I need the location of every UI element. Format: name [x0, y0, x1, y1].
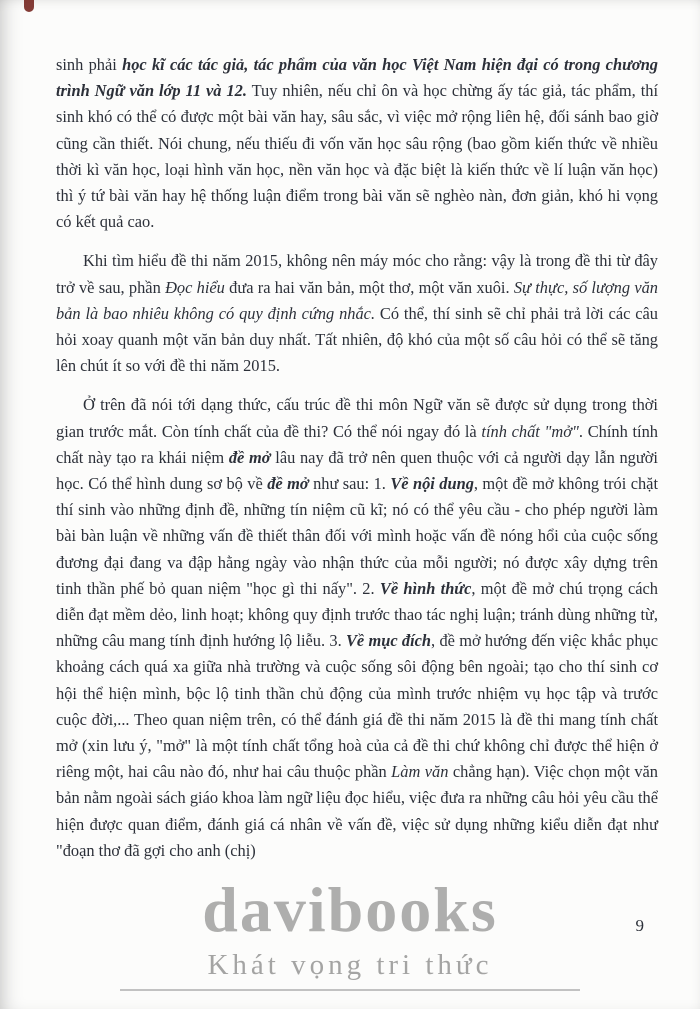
text-segment: đề mở [267, 474, 309, 494]
watermark-tagline: Khát vọng tri thức [207, 949, 493, 981]
watermark-brand: davibooks [202, 874, 498, 945]
text-segment: đề mở [228, 447, 271, 467]
text-segment: , một đề mở chú trọng cách diễn đạt mềm dẻo, linh hoạt; không quy định trước thao tác nghị luận; tránh dùng những từ, những câu mang tính định hướng lộ liễu. 3. [56, 578, 658, 651]
text-segment: Về mục đích [345, 631, 432, 651]
text-segment: Khi tìm hiểu đề thi năm 2015, không nên máy móc cho rằng: vậy là trong đề thi từ đây trở về sau, phần [56, 251, 658, 297]
text-segment: , một đề mở không trói chặt thí sinh vào những định đề, những tín niệm cũ kĩ; nó có thể yêu cầu - cho phép người làm bài bàn luận về những vấn đề thiết thân đối với mình hoặc vấn đề nóng hổi của cuộc sống đương đại đang va đập hằng ngày vào nhận thức của mỗi người; nó được xây dựng trên tinh thần phế bỏ quan niệm "học gì thi nấy". 2. [56, 474, 659, 598]
text-segment: . Chính tính chất này tạo ra khái niệm [56, 421, 658, 467]
text-segment: Làm văn [391, 762, 449, 782]
text-segment: , đề mở hướng đến việc khắc phục khoảng cách quá xa giữa nhà trường và cuộc sống sôi động bên ngoài; tạo cho thí sinh cơ hội thể hiện mình, bộc lộ tinh thần chủ động của mình trước nhiệm vụ học tập và trước cuộc đời,... Theo quan niệm trên, có thể đánh giá đề thi năm 2015 là đề thi mang tính chất mở (xin lưu ý, "mở" là một tính chất tổng hoà của cả đề thi chứ không chỉ được thể hiện ở riêng một, hai câu nào đó, như hai câu thuộc phần [56, 631, 658, 782]
paragraph [56, 52, 658, 235]
paragraph [56, 392, 658, 864]
text-segment: như sau: 1. [308, 474, 391, 494]
text-segment: lâu nay đã trở nên quen thuộc với cả người dạy lẫn người học. Có thể hình dung sơ bộ về [56, 447, 658, 494]
text-segment: Về nội dung [390, 474, 474, 494]
text-segment: chẳng hạn). Việc chọn một văn bản nằm ngoài sách giáo khoa làm ngữ liệu đọc hiểu, việc đưa ra những câu hỏi yêu cầu thể hiện được quan điểm, đánh giá cá nhân về vấn đề, việc sử dụng những kiểu diễn đạt như "đoạn thơ đã gợi cho anh (chị) [56, 762, 658, 860]
text-segment: sinh phải [56, 55, 123, 74]
text-segment: Đọc hiểu [165, 277, 225, 297]
text-segment: Ở trên đã nói tới dạng thức, cấu trúc đề thi môn Ngữ văn sẽ được sử dụng trong thời gian trước mắt. Còn tính chất của đề thi? Có thể nói ngay đó là [56, 395, 658, 441]
page-number: 9 [635, 916, 644, 935]
text-block [56, 52, 658, 877]
text-segment: Có thể, thí sinh sẽ chỉ phải trả lời các câu hỏi xoay quanh một văn bản duy nhất. Tất nhiên, độ khó của một số câu hỏi có thể sẽ tăng lên chút ít so với đề thi năm 2015. [56, 303, 658, 376]
text-segment: đưa ra hai văn bản, một thơ, một văn xuôi. [224, 277, 514, 297]
text-segment: Tuy nhiên, nếu chỉ ôn và học chừng ấy tác giả, tác phẩm, thí sinh khó có thể có được một bài văn hay, sâu sắc, vì việc mở rộng liên hệ, đối sánh bao giờ cũng cần thiết. Nói chung, nếu thiếu đi vốn văn học sâu rộng (bao gồm kiến thức về nhiều thời kì văn học, loại hình văn học, nền văn học và đặc biệt là kiến thức về lí luận văn học) thì ý tứ bài văn hay hệ thống luận điểm trong bài văn sẽ nghèo nàn, đơn giản, khó hi vọng có kết quả cao. [56, 81, 658, 232]
watermark-underline [120, 989, 580, 991]
text-segment: học kĩ các tác giả, tác phẩm của văn học Việt Nam hiện đại có trong chương trình Ngữ văn lớp 11 và 12. [56, 55, 658, 101]
text-segment: Về hình thức [379, 578, 472, 598]
text-segment: Sự thực, số lượng văn bản là bao nhiêu không có quy định cứng nhắc. [56, 277, 659, 323]
watermark [0, 874, 700, 991]
text-segment: tính chất "mở" [481, 421, 579, 441]
paragraph [56, 248, 658, 379]
scan-artifact [24, 0, 34, 12]
